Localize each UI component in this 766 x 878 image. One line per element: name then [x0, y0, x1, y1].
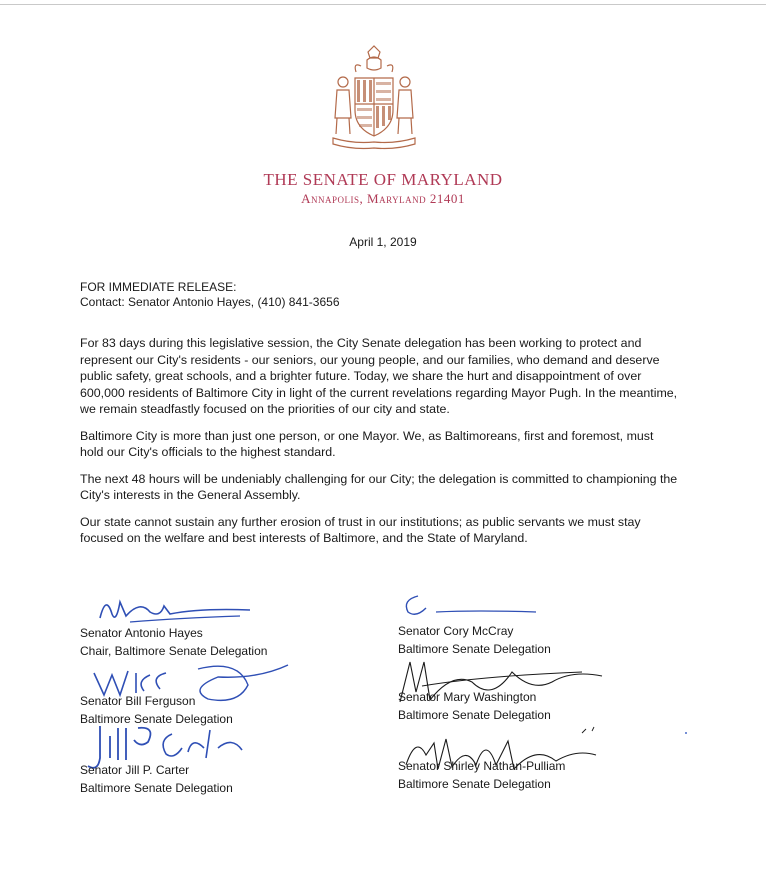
signature-mccray [396, 586, 546, 622]
signatory-name: Senator Mary Washington [398, 690, 537, 704]
signatory-title: Baltimore Senate Delegation [398, 708, 551, 722]
signatory-name: Senator Jill P. Carter [80, 763, 190, 777]
signatory-nathan-pulliam [398, 757, 565, 793]
paragraph: The next 48 hours will be undeniably challenging for our City; the delegation is committed to championing the City's interests in the General Assembly. [80, 471, 678, 502]
signatory-name: Senator Shirley Nathan-Pulliam [398, 759, 566, 773]
ink-speck [685, 732, 687, 734]
signatory-title: Baltimore Senate Delegation [80, 712, 233, 726]
signatory-washington [398, 688, 551, 724]
signatory-carter [80, 761, 233, 797]
signatory-name: Senator Bill Ferguson [80, 694, 196, 708]
release-heading: FOR IMMEDIATE RELEASE: [80, 280, 237, 294]
letterhead-city: Annapolis, Maryland 21401 [301, 191, 465, 206]
release-block [80, 280, 340, 310]
release-contact: Contact: Senator Antonio Hayes, (410) 841-3656 [80, 295, 340, 309]
signatory-title: Baltimore Senate Delegation [398, 777, 551, 791]
paragraph: Baltimore City is more than just one person, or one Mayor. We, as Baltimoreans, first and foremost, must hold our City's officials to the highest standard. [80, 428, 654, 459]
signatory-ferguson [80, 692, 233, 728]
signatory-name: Senator Antonio Hayes [80, 626, 203, 640]
paragraph: Our state cannot sustain any further erosion of trust in our institutions; as public servants we must stay focused on the welfare and best interests of Baltimore, and the State of Maryland. [80, 514, 641, 545]
paragraph: For 83 days during this legislative session, the City Senate delegation has been working to protect and represent our City's residents - our seniors, our young people, and our families, who demand and deserve public safety, great schools, and a brighter future. Today, we share the hurt and disappointment of over 600,000 residents of Baltimore City in light of the current revelations regarding Mayor Pugh. In the meantime, we remain steadfastly focused on the priorities of our city and state. [80, 336, 678, 416]
signatory-mccray [398, 622, 551, 658]
signatory-title: Baltimore Senate Delegation [80, 781, 233, 795]
signatory-hayes [80, 624, 267, 660]
letterhead-title: THE SENATE OF MARYLAND [263, 170, 503, 189]
maryland-seal-icon [323, 44, 425, 150]
letter-body [80, 335, 680, 557]
signature-hayes [90, 588, 260, 628]
signatory-title: Baltimore Senate Delegation [398, 642, 551, 656]
letter-date: April 1, 2019 [349, 235, 417, 249]
signatory-name: Senator Cory McCray [398, 624, 514, 638]
scan-edge-line [0, 4, 766, 5]
signatory-title: Chair, Baltimore Senate Delegation [80, 644, 268, 658]
